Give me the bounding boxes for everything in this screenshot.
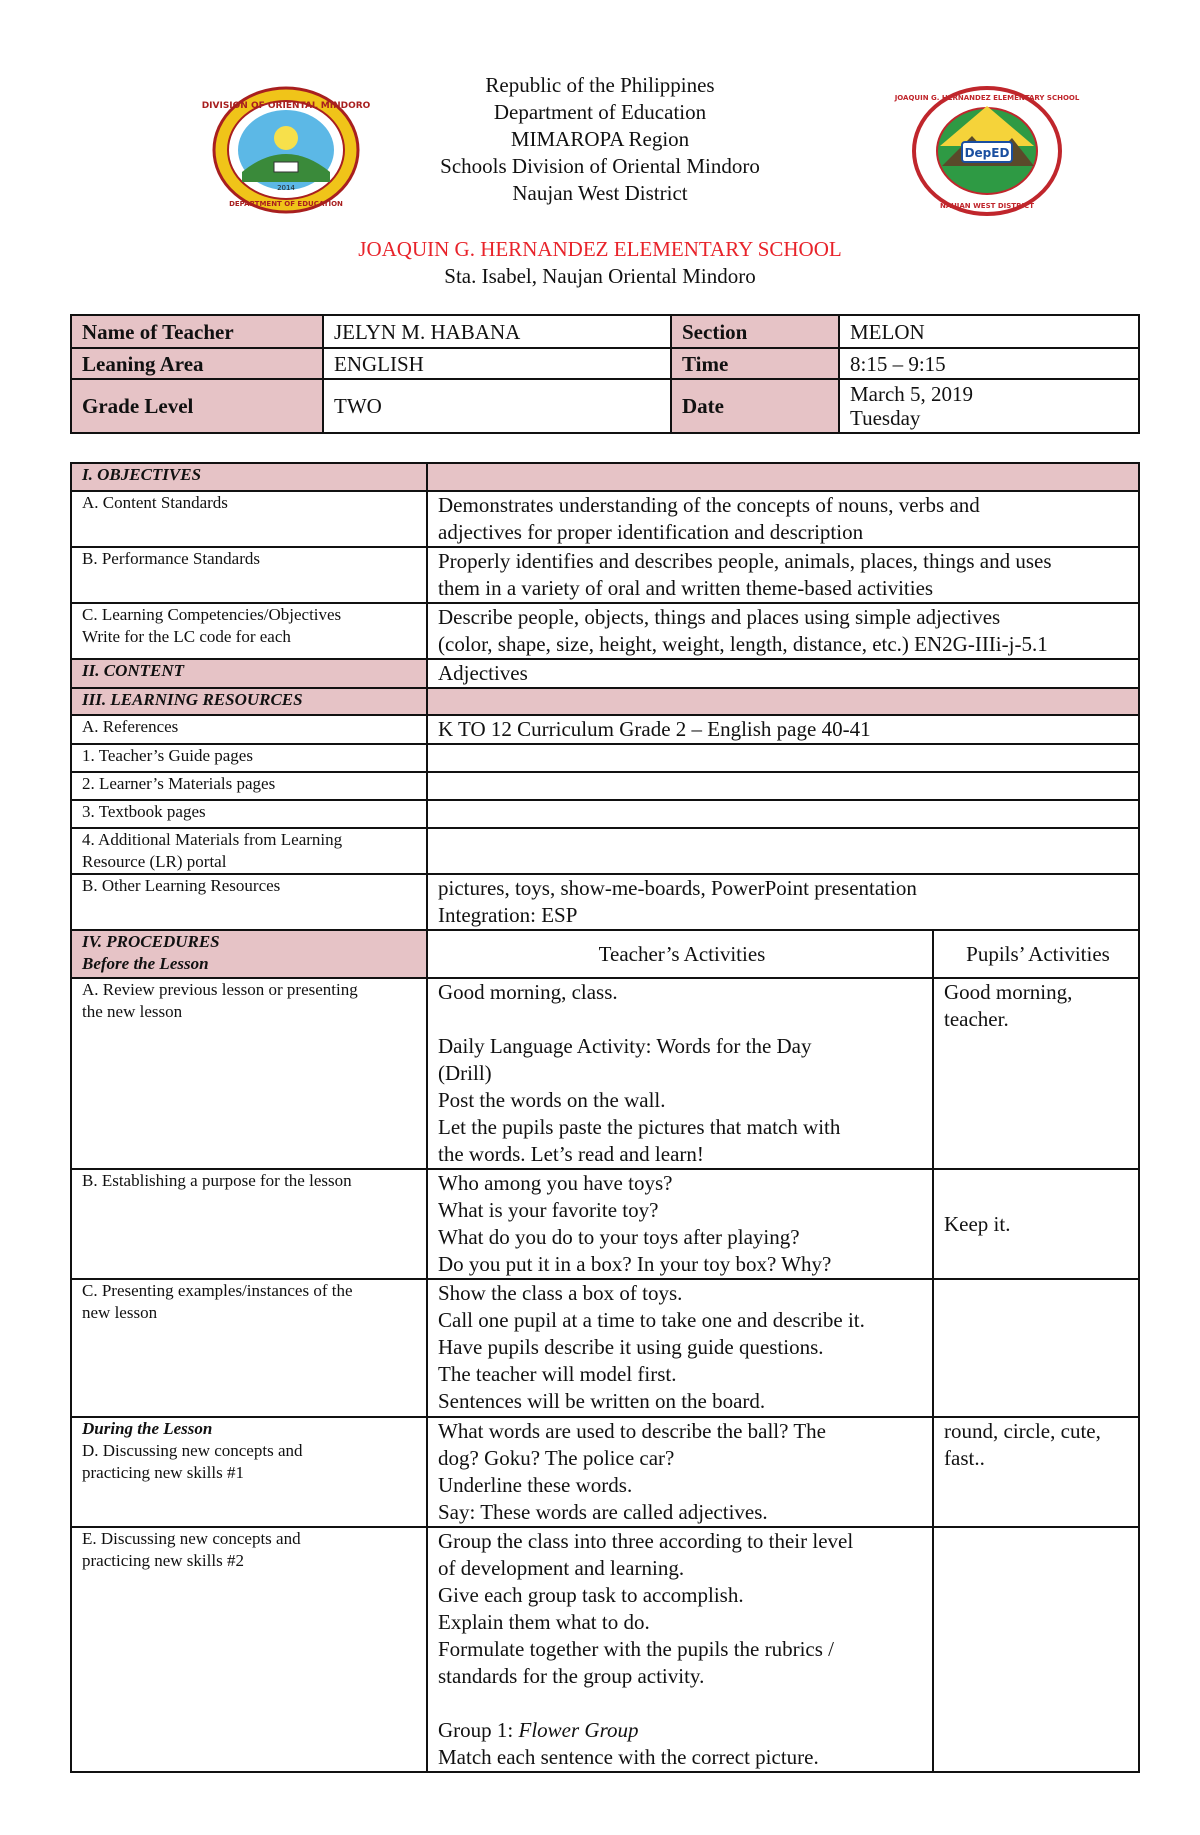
text-line: practicing new skills #2 <box>82 1551 244 1570</box>
logo-left-bottom: DEPARTMENT OF EDUCATION <box>229 200 343 208</box>
date-value <box>839 379 1139 433</box>
performance-standards-value <box>427 547 1139 603</box>
resources-row <box>71 688 1139 715</box>
teacher-activities-header: Teacher’s Activities <box>427 930 933 978</box>
resources-blank <box>427 688 1139 715</box>
logo-right-center: DepED <box>964 146 1010 160</box>
tg-value <box>427 744 1139 772</box>
procedure-c-row <box>71 1279 1139 1417</box>
text-line: 4. Additional Materials from Learning <box>82 830 343 849</box>
content-standards-value <box>427 491 1139 547</box>
procedure-b-label: B. Establishing a purpose for the lesson <box>71 1169 427 1279</box>
competencies-value <box>427 603 1139 659</box>
text-line: Resource (LR) portal <box>82 852 227 871</box>
area-label: Leaning Area <box>71 348 323 379</box>
text-line: C. Presenting examples/instances of the <box>82 1281 353 1300</box>
text-line: Let the pupils paste the pictures that match with <box>438 1115 841 1139</box>
procedure-d-label <box>71 1417 427 1527</box>
procedure-e-teacher <box>427 1527 933 1772</box>
teacher-label: Name of Teacher <box>71 315 323 348</box>
content-standards-row <box>71 491 1139 547</box>
procedure-d-pupil <box>933 1417 1139 1527</box>
other-resources-label: B. Other Learning Resources <box>71 874 427 930</box>
text-line: teacher. <box>944 1007 1009 1031</box>
grade-label: Grade Level <box>71 379 323 433</box>
lesson-table <box>70 462 1140 1773</box>
text-line: E. Discussing new concepts and <box>82 1529 301 1548</box>
info-row <box>71 348 1139 379</box>
procedures-heading: IV. PROCEDURES <box>82 932 220 951</box>
procedure-c-pupil <box>933 1279 1139 1417</box>
text-line: Have pupils describe it using guide questions. <box>438 1335 824 1359</box>
procedure-e-pupil <box>933 1527 1139 1772</box>
resources-title: III. LEARNING RESOURCES <box>71 688 427 715</box>
logo-right-bottom: NAUJAN WEST DISTRICT <box>940 202 1034 210</box>
competencies-label <box>71 603 427 659</box>
text-line: Describe people, objects, things and places using simple adjectives <box>438 605 1001 629</box>
lm-label: 2. Learner’s Materials pages <box>71 772 427 800</box>
text-line: What is your favorite toy? <box>438 1198 659 1222</box>
text-line: fast.. <box>944 1446 985 1470</box>
header <box>0 72 1200 207</box>
lm-value <box>427 772 1139 800</box>
procedure-b-row <box>71 1169 1139 1279</box>
group-line <box>438 1717 926 1744</box>
before-lesson-heading: Before the Lesson <box>82 954 209 973</box>
content-row <box>71 659 1139 688</box>
blank-line <box>438 1006 926 1033</box>
references-label: A. References <box>71 715 427 744</box>
text-line: (Drill) <box>438 1061 492 1085</box>
procedure-c-teacher <box>427 1279 933 1417</box>
text-line: Group the class into three according to their level <box>438 1529 854 1553</box>
text-line: pictures, toys, show-me-boards, PowerPoint presentation <box>438 876 917 900</box>
text-line: Good morning, class. <box>438 980 618 1004</box>
procedures-title <box>71 930 427 978</box>
performance-standards-row <box>71 547 1139 603</box>
text-line: adjectives for proper identification and description <box>438 520 864 544</box>
info-table <box>70 314 1140 434</box>
text-line: Show the class a box of toys. <box>438 1281 683 1305</box>
text-line: Underline these words. <box>438 1473 633 1497</box>
logo-left-year: 2014 <box>277 184 295 192</box>
info-row <box>71 379 1139 433</box>
references-row <box>71 715 1139 744</box>
header-line: Schools Division of Oriental Mindoro <box>440 154 760 178</box>
lm-row <box>71 772 1139 800</box>
school-address: Sta. Isabel, Naujan Oriental Mindoro <box>444 264 756 288</box>
procedure-a-teacher <box>427 978 933 1169</box>
header-line: MIMAROPA Region <box>510 127 690 151</box>
header-line: Naujan West District <box>512 181 688 205</box>
text-line: standards for the group activity. <box>438 1664 705 1688</box>
section-label: Section <box>671 315 839 348</box>
text-line: Call one pupil at a time to take one and describe it. <box>438 1308 865 1332</box>
text-line: practicing new skills #1 <box>82 1463 244 1482</box>
time-label: Time <box>671 348 839 379</box>
date-label: Date <box>671 379 839 433</box>
other-resources-value <box>427 874 1139 930</box>
text-line: the new lesson <box>82 1002 183 1021</box>
procedure-d-teacher <box>427 1417 933 1527</box>
textbook-value <box>427 800 1139 828</box>
text-line: Do you put it in a box? In your toy box? Why? <box>438 1252 832 1276</box>
logo-right-text: JOAQUIN G. HERNANDEZ ELEMENTARY SCHOOL <box>894 94 1080 102</box>
textbook-row <box>71 800 1139 828</box>
tg-row <box>71 744 1139 772</box>
text-line: Post the words on the wall. <box>438 1088 666 1112</box>
text-line: A. Review previous lesson or presenting <box>82 980 358 999</box>
grade-value: TWO <box>323 379 671 433</box>
day-text: Tuesday <box>850 406 921 430</box>
logo-left-text: DIVISION OF ORIENTAL MINDORO <box>201 101 371 111</box>
procedure-e-label <box>71 1527 427 1772</box>
text-line: What words are used to describe the ball? The <box>438 1419 826 1443</box>
text-line: Who among you have toys? <box>438 1171 673 1195</box>
objectives-row <box>71 463 1139 491</box>
area-value: ENGLISH <box>323 348 671 379</box>
section-value: MELON <box>839 315 1139 348</box>
procedure-d-row <box>71 1417 1139 1527</box>
procedure-c-label <box>71 1279 427 1417</box>
textbook-label: 3. Textbook pages <box>71 800 427 828</box>
text-line: dog? Goku? The police car? <box>438 1446 675 1470</box>
additional-row <box>71 828 1139 874</box>
procedure-a-row <box>71 978 1139 1169</box>
text-line: Demonstrates understanding of the concepts of nouns, verbs and <box>438 493 980 517</box>
objectives-blank <box>427 463 1139 491</box>
text-line: round, circle, cute, <box>944 1419 1101 1443</box>
text-line: of development and learning. <box>438 1556 685 1580</box>
text-line: The teacher will model first. <box>438 1362 677 1386</box>
additional-label <box>71 828 427 874</box>
header-line: Republic of the Philippines <box>485 73 715 97</box>
blank-line <box>438 1690 926 1717</box>
other-resources-row <box>71 874 1139 930</box>
group-name: Flower Group <box>518 1718 639 1742</box>
header-line: Department of Education <box>493 100 707 124</box>
procedures-header-row <box>71 930 1139 978</box>
content-title: II. CONTENT <box>71 659 427 688</box>
text-line: Formulate together with the pupils the rubrics / <box>438 1637 835 1661</box>
text-line: Good morning, <box>944 980 1073 1004</box>
school-block <box>0 236 1200 290</box>
time-value: 8:15 – 9:15 <box>839 348 1139 379</box>
references-value: K TO 12 Curriculum Grade 2 – English page 40-41 <box>427 715 1139 744</box>
during-lesson-heading: During the Lesson <box>82 1419 213 1438</box>
text-line: Properly identifies and describes people, animals, places, things and uses <box>438 549 1052 573</box>
performance-standards-label: B. Performance Standards <box>71 547 427 603</box>
text-line: new lesson <box>82 1303 158 1322</box>
text-line: Explain them what to do. <box>438 1610 650 1634</box>
content-value: Adjectives <box>427 659 1139 688</box>
competencies-row <box>71 603 1139 659</box>
content-standards-label: A. Content Standards <box>71 491 427 547</box>
tg-label: 1. Teacher’s Guide pages <box>71 744 427 772</box>
group-prefix: Group 1: <box>438 1718 519 1742</box>
pupils-activities-header: Pupils’ Activities <box>933 930 1139 978</box>
text-line: them in a variety of oral and written theme-based activities <box>438 576 934 600</box>
school-name: JOAQUIN G. HERNANDEZ ELEMENTARY SCHOOL <box>358 237 842 261</box>
teacher-value: JELYN M. HABANA <box>323 315 671 348</box>
text-line: Say: These words are called adjectives. <box>438 1500 768 1524</box>
text-line: Sentences will be written on the board. <box>438 1389 766 1413</box>
text-line: (color, shape, size, height, weight, length, distance, etc.) EN2G-IIIi-j-5.1 <box>438 632 1048 656</box>
procedure-e-row <box>71 1527 1139 1772</box>
text-line: D. Discussing new concepts and <box>82 1441 303 1460</box>
objectives-title: I. OBJECTIVES <box>71 463 427 491</box>
procedure-b-pupil: Keep it. <box>933 1169 1139 1279</box>
text-line: C. Learning Competencies/Objectives <box>82 605 342 624</box>
text-line: Write for the LC code for each <box>82 627 291 646</box>
procedure-a-label <box>71 978 427 1169</box>
procedure-a-pupil <box>933 978 1139 1169</box>
additional-value <box>427 828 1139 874</box>
date-text: March 5, 2019 <box>850 382 974 406</box>
text-line: Daily Language Activity: Words for the Day <box>438 1034 812 1058</box>
text-line: What do you do to your toys after playing? <box>438 1225 800 1249</box>
text-line: Give each group task to accomplish. <box>438 1583 744 1607</box>
procedure-b-teacher <box>427 1169 933 1279</box>
text-line: the words. Let’s read and learn! <box>438 1142 704 1166</box>
text-line: Integration: ESP <box>438 903 578 927</box>
info-row <box>71 315 1139 348</box>
text-line: Match each sentence with the correct picture. <box>438 1745 819 1769</box>
